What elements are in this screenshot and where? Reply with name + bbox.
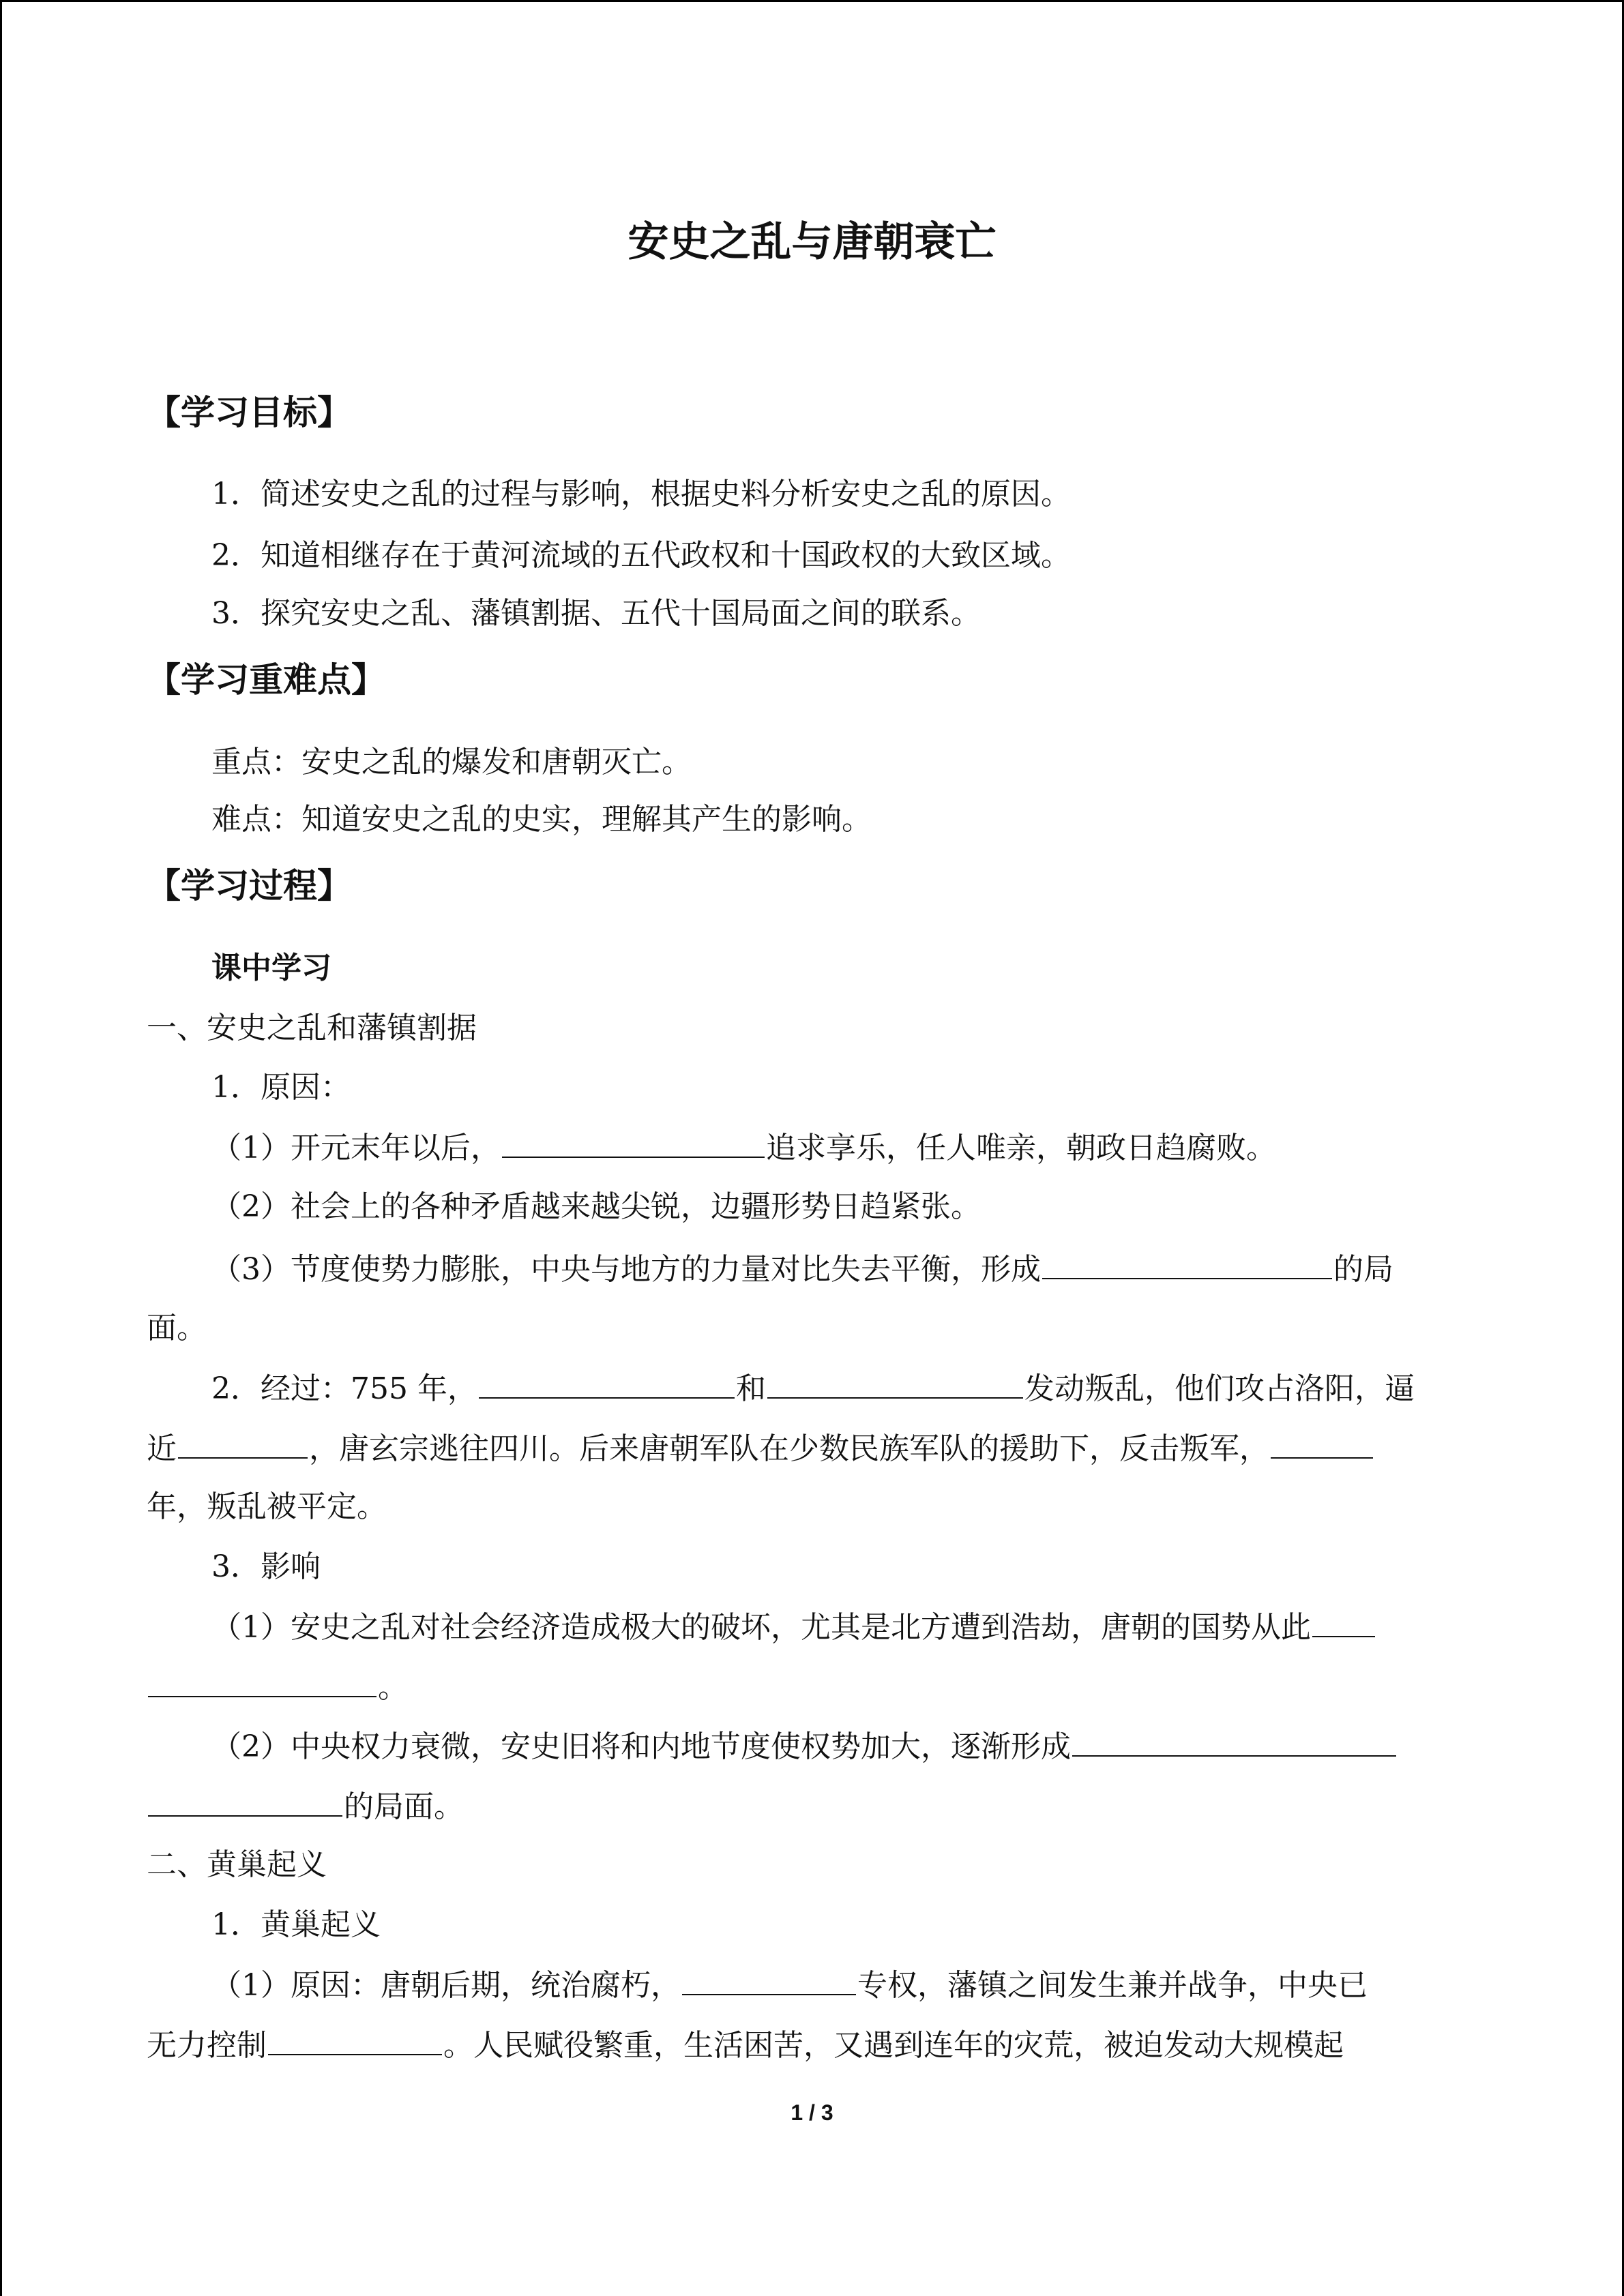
cause-1-pre: （1）开元末年以后， [211,1131,501,1165]
difficulties-heading: 【学习重难点】 [147,660,385,700]
fill-blank[interactable] [148,1785,342,1817]
process2-mid: ，唐玄宗逃往四川。后来唐朝军队在少数民族军队的援助下，反击叛军， [309,1431,1269,1466]
process-line-2 [147,1427,1374,1470]
cause-3-pre: （3）节度使势力膨胀，中央与地方的力量对比失去平衡，形成 [211,1252,1041,1287]
effect-1-line [211,1606,1376,1648]
effect-2-cont [147,1785,464,1828]
process2-pre: 近 [147,1431,177,1466]
fill-blank[interactable] [148,1666,377,1697]
effect-2-end: 的局面。 [344,1789,464,1824]
page-title: 安史之乱与唐朝衰亡 [628,218,996,266]
cause-1-post: 追求享乐，任人唯亲，朝政日趋腐败。 [766,1131,1276,1165]
fill-blank[interactable] [268,2024,442,2055]
fill-blank[interactable] [178,1427,308,1459]
process-and: 和 [735,1371,766,1406]
objectives-heading: 【学习目标】 [147,393,351,432]
cause-title: 1．原因： [211,1070,351,1105]
process-line-3: 年，叛乱被平定。 [147,1489,387,1524]
cause-3-post: 的局 [1333,1252,1393,1287]
fill-blank[interactable] [682,1964,856,1995]
fill-blank[interactable] [767,1367,1023,1399]
reason-line-1 [211,1964,1368,2006]
cause-2: （2）社会上的各种矛盾越来越尖锐，边疆形势日趋紧张。 [211,1189,981,1224]
effect-1-end: 。 [378,1670,408,1705]
effect-2-line [211,1725,1398,1768]
effect-title: 3．影响 [211,1549,321,1584]
in-class-subheading: 课中学习 [211,951,331,985]
process-line-1 [211,1367,1415,1410]
cause-1-line [211,1127,1276,1169]
fill-blank[interactable] [1042,1248,1332,1279]
fill-blank[interactable] [479,1367,735,1399]
reason-line-2 [147,2024,1344,2066]
effect-1-pre: （1）安史之乱对社会经济造成极大的破坏，尤其是北方遭到浩劫，唐朝的国势从此 [211,1610,1311,1645]
part2-title: 二、黄巢起义 [147,1847,327,1882]
fill-blank[interactable] [1312,1606,1375,1637]
page-number: 1 / 3 [791,2100,833,2125]
key-point: 重点：安史之乱的爆发和唐朝灭亡。 [211,745,692,779]
fill-blank[interactable] [502,1127,765,1158]
hard-point: 难点：知道安史之乱的史实，理解其产生的影响。 [211,802,872,837]
reason-pre: （1）原因：唐朝后期，统治腐朽， [211,1968,681,2003]
cause-3-line [211,1248,1393,1290]
fill-blank[interactable] [1271,1427,1373,1459]
objective-item-1: 1．简述安史之乱的过程与影响，根据史料分析安史之乱的原因。 [211,477,1071,511]
process-pre: 2．经过：755 年， [211,1371,477,1406]
objective-item-3: 3．探究安史之乱、藩镇割据、五代十国局面之间的联系。 [211,596,981,631]
process-heading: 【学习过程】 [147,866,351,906]
part1-title: 一、安史之乱和藩镇割据 [147,1011,477,1045]
effect-2-pre: （2）中央权力衰微，安史旧将和内地节度使权势加大，逐渐形成 [211,1729,1071,1764]
fill-blank[interactable] [1072,1725,1396,1757]
part2-sub1: 1．黄巢起义 [211,1907,381,1942]
effect-1-cont [147,1666,408,1708]
reason2-post: 。人民赋役繁重，生活困苦，又遇到连年的灾荒，被迫发动大规模起 [443,2028,1344,2063]
reason-mid: 专权，藩镇之间发生兼并战争，中央已 [857,1968,1368,2003]
process-post: 发动叛乱，他们攻占洛阳，逼 [1024,1371,1415,1406]
reason2-pre: 无力控制 [147,2028,267,2063]
objective-item-2: 2．知道相继存在于黄河流域的五代政权和十国政权的大致区域。 [211,538,1071,573]
cause-3-cont: 面。 [147,1311,207,1345]
